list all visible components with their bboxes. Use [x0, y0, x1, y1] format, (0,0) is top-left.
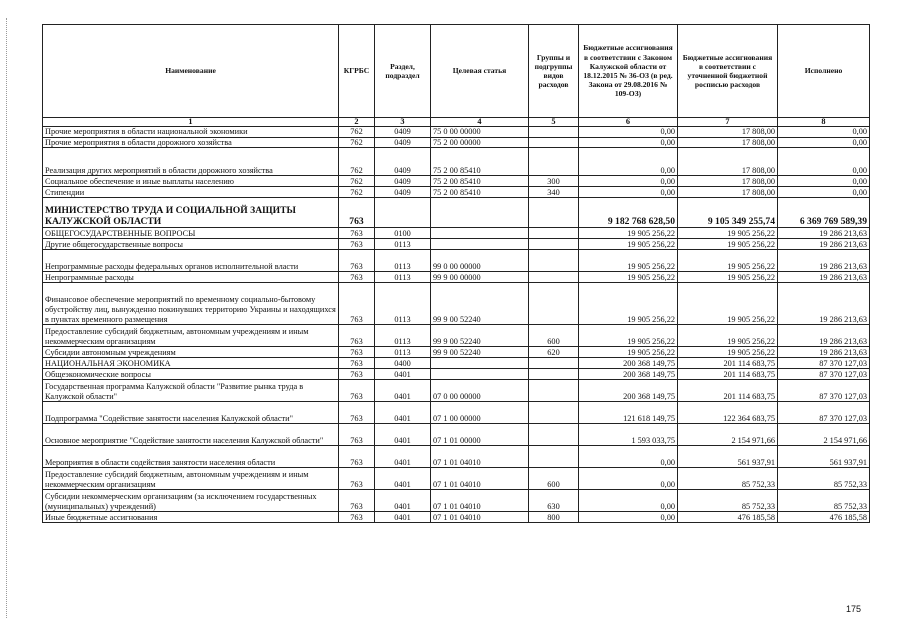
row-kgrbs: 763 [339, 358, 375, 369]
row-law-amount: 0,00 [579, 137, 678, 148]
row-updated-amount: 561 937,91 [678, 446, 778, 468]
row-executed-amount: 0,00 [778, 176, 870, 187]
row-expense-group: 600 [529, 325, 579, 347]
table-row [43, 137, 870, 148]
table-row [43, 369, 870, 380]
table-row [43, 358, 870, 369]
row-executed-amount: 0,00 [778, 127, 870, 138]
row-section: 0113 [375, 325, 431, 347]
table-row [43, 228, 870, 239]
row-kgrbs: 763 [339, 283, 375, 325]
row-kgrbs: 763 [339, 512, 375, 523]
row-expense-group [529, 198, 579, 228]
row-section: 0400 [375, 358, 431, 369]
row-expense-group: 620 [529, 347, 579, 358]
row-executed-amount: 19 286 213,63 [778, 325, 870, 347]
row-name: Субсидии автономным учреждениям [43, 347, 339, 358]
row-law-amount: 0,00 [579, 148, 678, 176]
row-law-amount: 0,00 [579, 468, 678, 490]
row-expense-group [529, 127, 579, 138]
row-expense-group [529, 148, 579, 176]
row-expense-group [529, 250, 579, 272]
row-updated-amount: 9 105 349 255,74 [678, 198, 778, 228]
column-number: 6 [579, 118, 678, 127]
row-target-article [431, 198, 529, 228]
table-row [43, 198, 870, 228]
row-updated-amount: 19 905 256,22 [678, 283, 778, 325]
row-expense-group [529, 272, 579, 283]
column-number: 5 [529, 118, 579, 127]
row-target-article: 99 9 00 00000 [431, 272, 529, 283]
row-name: Мероприятия в области содействия занятости населения области [43, 446, 339, 468]
row-executed-amount: 19 286 213,63 [778, 250, 870, 272]
column-number: 8 [778, 118, 870, 127]
row-kgrbs: 763 [339, 380, 375, 402]
row-kgrbs: 763 [339, 325, 375, 347]
row-kgrbs: 763 [339, 347, 375, 358]
row-section: 0113 [375, 347, 431, 358]
row-executed-amount: 87 370 127,03 [778, 369, 870, 380]
row-updated-amount: 19 905 256,22 [678, 325, 778, 347]
row-executed-amount: 6 369 769 589,39 [778, 198, 870, 228]
row-expense-group [529, 228, 579, 239]
row-target-article: 99 9 00 52240 [431, 347, 529, 358]
row-section: 0401 [375, 424, 431, 446]
row-name: ОБЩЕГОСУДАРСТВЕННЫЕ ВОПРОСЫ [43, 228, 339, 239]
row-target-article: 75 0 00 00000 [431, 127, 529, 138]
table-row [43, 325, 870, 347]
row-executed-amount: 19 286 213,63 [778, 347, 870, 358]
header-target: Целевая статья [431, 25, 529, 118]
row-updated-amount: 19 905 256,22 [678, 239, 778, 250]
row-law-amount: 200 368 149,75 [579, 358, 678, 369]
row-expense-group [529, 358, 579, 369]
row-target-article: 99 0 00 00000 [431, 250, 529, 272]
row-executed-amount: 87 370 127,03 [778, 402, 870, 424]
row-section: 0100 [375, 228, 431, 239]
row-law-amount: 19 905 256,22 [579, 272, 678, 283]
row-name: Общеэкономические вопросы [43, 369, 339, 380]
row-kgrbs: 763 [339, 272, 375, 283]
row-name: Другие общегосударственные вопросы [43, 239, 339, 250]
row-kgrbs: 763 [339, 239, 375, 250]
row-name: Социальное обеспечение и иные выплаты населению [43, 176, 339, 187]
row-law-amount: 200 368 149,75 [579, 369, 678, 380]
row-section: 0401 [375, 446, 431, 468]
row-updated-amount: 17 808,00 [678, 127, 778, 138]
row-kgrbs: 763 [339, 402, 375, 424]
row-law-amount: 0,00 [579, 446, 678, 468]
row-updated-amount: 85 752,33 [678, 490, 778, 512]
row-expense-group: 600 [529, 468, 579, 490]
header-section: Раздел, подраздел [375, 25, 431, 118]
row-executed-amount: 476 185,58 [778, 512, 870, 523]
row-kgrbs: 763 [339, 198, 375, 228]
row-expense-group [529, 137, 579, 148]
row-updated-amount: 201 114 683,75 [678, 358, 778, 369]
row-updated-amount: 19 905 256,22 [678, 228, 778, 239]
row-name: Прочие мероприятия в области дорожного хозяйства [43, 137, 339, 148]
table-row [43, 512, 870, 523]
row-kgrbs: 762 [339, 137, 375, 148]
row-updated-amount: 19 905 256,22 [678, 272, 778, 283]
row-section: 0401 [375, 380, 431, 402]
table-row [43, 424, 870, 446]
row-section: 0409 [375, 127, 431, 138]
row-updated-amount: 2 154 971,66 [678, 424, 778, 446]
row-target-article: 75 2 00 85410 [431, 176, 529, 187]
row-kgrbs: 763 [339, 228, 375, 239]
row-updated-amount: 201 114 683,75 [678, 369, 778, 380]
header-name: Наименование [43, 25, 339, 118]
row-law-amount: 1 593 033,75 [579, 424, 678, 446]
row-executed-amount: 19 286 213,63 [778, 239, 870, 250]
header-kgrbs: КГРБС [339, 25, 375, 118]
binder-margin-line [6, 18, 8, 618]
table-row [43, 380, 870, 402]
table-header-row [43, 25, 870, 118]
row-updated-amount: 17 808,00 [678, 176, 778, 187]
row-target-article: 07 1 00 00000 [431, 402, 529, 424]
row-target-article: 07 1 01 04010 [431, 512, 529, 523]
row-kgrbs: 763 [339, 250, 375, 272]
row-section: 0113 [375, 272, 431, 283]
column-number: 4 [431, 118, 529, 127]
row-expense-group [529, 283, 579, 325]
row-target-article: 75 2 00 00000 [431, 137, 529, 148]
row-name: МИНИСТЕРСТВО ТРУДА И СОЦИАЛЬНОЙ ЗАЩИТЫ КАЛУЖСКОЙ ОБЛАСТИ [43, 198, 339, 228]
row-name: Предоставление субсидий бюджетным, автономным учреждениям и иным некоммерческим организациям [43, 468, 339, 490]
row-section: 0113 [375, 239, 431, 250]
row-kgrbs: 763 [339, 468, 375, 490]
row-expense-group [529, 424, 579, 446]
row-target-article: 07 0 00 00000 [431, 380, 529, 402]
row-law-amount: 19 905 256,22 [579, 347, 678, 358]
row-executed-amount: 561 937,91 [778, 446, 870, 468]
row-expense-group: 800 [529, 512, 579, 523]
row-law-amount: 19 905 256,22 [579, 283, 678, 325]
column-number: 1 [43, 118, 339, 127]
column-number-row [43, 118, 870, 127]
table-row [43, 347, 870, 358]
row-section: 0113 [375, 250, 431, 272]
row-executed-amount: 19 286 213,63 [778, 228, 870, 239]
table-row [43, 468, 870, 490]
row-updated-amount: 19 905 256,22 [678, 250, 778, 272]
row-section: 0401 [375, 369, 431, 380]
row-law-amount: 0,00 [579, 490, 678, 512]
row-kgrbs: 762 [339, 187, 375, 198]
row-kgrbs: 762 [339, 148, 375, 176]
row-expense-group: 340 [529, 187, 579, 198]
row-target-article: 75 2 00 85410 [431, 148, 529, 176]
row-target-article: 07 1 01 04010 [431, 490, 529, 512]
row-section: 0409 [375, 137, 431, 148]
row-law-amount: 200 368 149,75 [579, 380, 678, 402]
table-row [43, 176, 870, 187]
table-row [43, 239, 870, 250]
row-section: 0409 [375, 187, 431, 198]
row-updated-amount: 19 905 256,22 [678, 347, 778, 358]
row-kgrbs: 763 [339, 490, 375, 512]
row-executed-amount: 19 286 213,63 [778, 283, 870, 325]
row-target-article [431, 369, 529, 380]
row-executed-amount: 87 370 127,03 [778, 380, 870, 402]
table-row [43, 272, 870, 283]
row-kgrbs: 763 [339, 369, 375, 380]
row-expense-group [529, 369, 579, 380]
header-updated-appropriations: Бюджетные ассигнования в соответствии с уточненной бюджетной росписью расходов [678, 25, 778, 118]
row-target-article [431, 239, 529, 250]
row-law-amount: 0,00 [579, 127, 678, 138]
row-kgrbs: 763 [339, 424, 375, 446]
table-row [43, 490, 870, 512]
row-expense-group: 300 [529, 176, 579, 187]
table-row [43, 127, 870, 138]
table-row [43, 187, 870, 198]
row-name: Иные бюджетные ассигнования [43, 512, 339, 523]
row-section: 0409 [375, 148, 431, 176]
row-law-amount: 19 905 256,22 [579, 250, 678, 272]
row-updated-amount: 201 114 683,75 [678, 380, 778, 402]
row-section: 0113 [375, 283, 431, 325]
row-updated-amount: 122 364 683,75 [678, 402, 778, 424]
row-executed-amount: 0,00 [778, 187, 870, 198]
row-section: 0401 [375, 402, 431, 424]
column-number: 2 [339, 118, 375, 127]
row-expense-group [529, 446, 579, 468]
row-law-amount: 9 182 768 628,50 [579, 198, 678, 228]
row-section [375, 198, 431, 228]
row-executed-amount: 0,00 [778, 148, 870, 176]
row-target-article: 99 9 00 52240 [431, 283, 529, 325]
header-groups: Группы и подгруппы видов расходов [529, 25, 579, 118]
row-name: Реализация других мероприятий в области дорожного хозяйства [43, 148, 339, 176]
row-target-article [431, 358, 529, 369]
row-expense-group: 630 [529, 490, 579, 512]
row-executed-amount: 87 370 127,03 [778, 358, 870, 369]
row-target-article: 07 1 01 04010 [431, 446, 529, 468]
row-expense-group [529, 239, 579, 250]
row-name: Непрограммные расходы [43, 272, 339, 283]
row-updated-amount: 476 185,58 [678, 512, 778, 523]
row-law-amount: 19 905 256,22 [579, 228, 678, 239]
row-target-article: 75 2 00 85410 [431, 187, 529, 198]
column-number: 3 [375, 118, 431, 127]
table-body [43, 127, 870, 523]
row-name: Государственная программа Калужской области "Развитие рынка труда в Калужской области" [43, 380, 339, 402]
row-law-amount: 0,00 [579, 176, 678, 187]
row-target-article: 07 1 01 00000 [431, 424, 529, 446]
row-law-amount: 0,00 [579, 187, 678, 198]
row-updated-amount: 85 752,33 [678, 468, 778, 490]
row-name: Прочие мероприятия в области национальной экономики [43, 127, 339, 138]
row-name: Финансовое обеспечение мероприятий по временному социально-бытовому обустройству лиц, вынужденно покинувших территорию Украины и находящихся в пунктах временного размещения [43, 283, 339, 325]
table-row [43, 250, 870, 272]
row-name: НАЦИОНАЛЬНАЯ ЭКОНОМИКА [43, 358, 339, 369]
row-kgrbs: 762 [339, 127, 375, 138]
header-law-appropriations: Бюджетные ассигнования в соответствии с Законом Калужской области от 18.12.2015 № 36-ОЗ (в ред. Закона от 29.08.2016 № 109-ОЗ) [579, 25, 678, 118]
row-section: 0409 [375, 176, 431, 187]
header-executed: Исполнено [778, 25, 870, 118]
row-name: Основное мероприятие "Содействие занятости населения Калужской области" [43, 424, 339, 446]
table-row [43, 283, 870, 325]
row-law-amount: 121 618 149,75 [579, 402, 678, 424]
row-target-article: 07 1 01 04010 [431, 468, 529, 490]
row-kgrbs: 762 [339, 176, 375, 187]
table-row [43, 402, 870, 424]
row-name: Непрограммные расходы федеральных органов исполнительной власти [43, 250, 339, 272]
row-target-article: 99 9 00 52240 [431, 325, 529, 347]
row-executed-amount: 85 752,33 [778, 490, 870, 512]
row-expense-group [529, 402, 579, 424]
row-executed-amount: 85 752,33 [778, 468, 870, 490]
budget-table [42, 24, 870, 523]
row-kgrbs: 763 [339, 446, 375, 468]
column-number: 7 [678, 118, 778, 127]
row-law-amount: 19 905 256,22 [579, 239, 678, 250]
row-executed-amount: 2 154 971,66 [778, 424, 870, 446]
table-row [43, 148, 870, 176]
row-section: 0401 [375, 468, 431, 490]
row-section: 0401 [375, 512, 431, 523]
row-executed-amount: 0,00 [778, 137, 870, 148]
row-updated-amount: 17 808,00 [678, 137, 778, 148]
row-executed-amount: 19 286 213,63 [778, 272, 870, 283]
row-law-amount: 0,00 [579, 512, 678, 523]
row-updated-amount: 17 808,00 [678, 148, 778, 176]
page-number: 175 [845, 604, 861, 614]
row-name: Подпрограмма "Содействие занятости населения Калужской области" [43, 402, 339, 424]
row-section: 0401 [375, 490, 431, 512]
row-target-article [431, 228, 529, 239]
row-name: Предоставление субсидий бюджетным, автономным учреждениям и иным некоммерческим организациям [43, 325, 339, 347]
row-updated-amount: 17 808,00 [678, 187, 778, 198]
row-expense-group [529, 380, 579, 402]
row-law-amount: 19 905 256,22 [579, 325, 678, 347]
table-row [43, 446, 870, 468]
row-name: Субсидии некоммерческим организациям (за исключением государственных (муниципальных) учреждений) [43, 490, 339, 512]
row-name: Стипендии [43, 187, 339, 198]
